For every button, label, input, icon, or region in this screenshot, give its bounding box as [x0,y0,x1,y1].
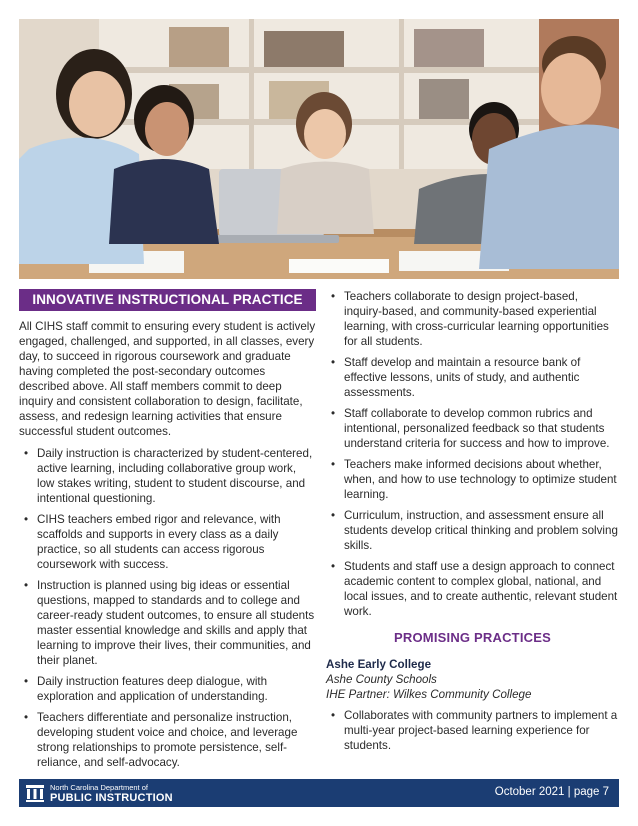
right-bullet-list [326,289,619,619]
bullet-icon: • [331,356,336,369]
list-item [19,512,316,572]
list-item-text: Students and staff use a design approach to connect academic content to complex global, national, and local issues, and to create authentic, relevant student work. [344,560,618,618]
section-heading-innovative-practice: INNOVATIVE INSTRUCTIONAL PRACTICE [19,289,316,311]
bullet-icon: • [331,407,336,420]
list-item [326,355,619,400]
list-item [19,710,316,770]
school-partner: IHE Partner: Wilkes Community College [326,688,532,701]
ncdpi-logo-icon [25,783,45,808]
list-item [19,674,316,704]
list-item [326,289,619,349]
bullet-icon: • [24,675,29,688]
list-item-text: Teachers differentiate and personalize instruction, developing student voice and choice, and leverage strong relationships to promote persistence, self-reliance, and self-advocacy. [37,711,298,769]
bullet-icon: • [24,579,29,592]
list-item [326,708,619,753]
list-item-text: Staff develop and maintain a resource bank of effective lessons, units of study, and authentic assessments. [344,356,581,399]
school-name: Ashe Early College [326,658,432,671]
list-item [326,508,619,553]
intro-paragraph: All CIHS staff commit to ensuring every student is actively engaged, challenged, and supported, in all classes, every day, to succeed in rigorous coursework and graduate having completed the post-secondary outcomes described above. All staff members commit to deep inquiry and consistent collaboration to design, facilitate, assess, and redesign learning activities that ensure successful student outcomes. [19,320,316,438]
left-bullet-list [19,446,316,770]
list-item [326,457,619,502]
bullet-icon: • [331,290,336,303]
bullet-icon: • [24,447,29,460]
list-item-text: Teachers make informed decisions about whether, when, and how to use technology to optimize student learning. [344,458,617,501]
list-item-text: Teachers collaborate to design project-based, inquiry-based, and community-based experiential learning, with cross-curricular learning opportunities for all students. [344,290,609,348]
bullet-icon: • [331,709,336,722]
list-item-text: CIHS teachers embed rigor and relevance, with scaffolds and supports in every class as a daily practice, so all students can access rigorous coursework with success. [37,513,281,571]
bullet-icon: • [331,458,336,471]
bullet-icon: • [24,513,29,526]
students-photo [19,19,619,279]
school-district: Ashe County Schools [326,673,437,686]
list-item [19,578,316,668]
bullet-icon: • [331,560,336,573]
list-item-text: Daily instruction is characterized by student-centered, active learning, including collaborative group work, low stakes writing, student to student discourse, and intentional questioning. [37,447,313,505]
bullet-icon: • [331,509,336,522]
section-heading-promising-practices: PROMISING PRACTICES [394,630,551,645]
right-column [326,289,619,759]
school-bullet-list [326,708,619,753]
list-item-text: Daily instruction features deep dialogue, with exploration and application of understanding. [37,675,268,703]
school-info [326,657,619,702]
list-item-text: Staff collaborate to develop common rubrics and intentional, personalized feedback so that students understand criteria for success and how to improve. [344,407,610,450]
footer-bar [19,779,619,807]
org-name-line1: North Carolina Department of [50,783,148,792]
page-info: October 2021 | page 7 [494,786,609,798]
list-item-text: Collaborates with community partners to implement a multi-year project-based learning experience for students. [344,709,618,752]
list-item-text: Instruction is planned using big ideas or essential questions, mapped to standards and to college and career-ready student outcomes, to ensure all students master essential knowledge and skills and apply that learning to improve their lives, their communities, and their planet. [37,579,315,667]
left-column [19,289,316,776]
students-photo-illustration [19,19,619,279]
bullet-icon: • [24,711,29,724]
list-item [326,406,619,451]
org-name-line2: PUBLIC INSTRUCTION [50,792,173,804]
list-item [326,559,619,619]
list-item [19,446,316,506]
list-item-text: Curriculum, instruction, and assessment ensure all students develop critical thinking and problem solving skills. [344,509,618,552]
